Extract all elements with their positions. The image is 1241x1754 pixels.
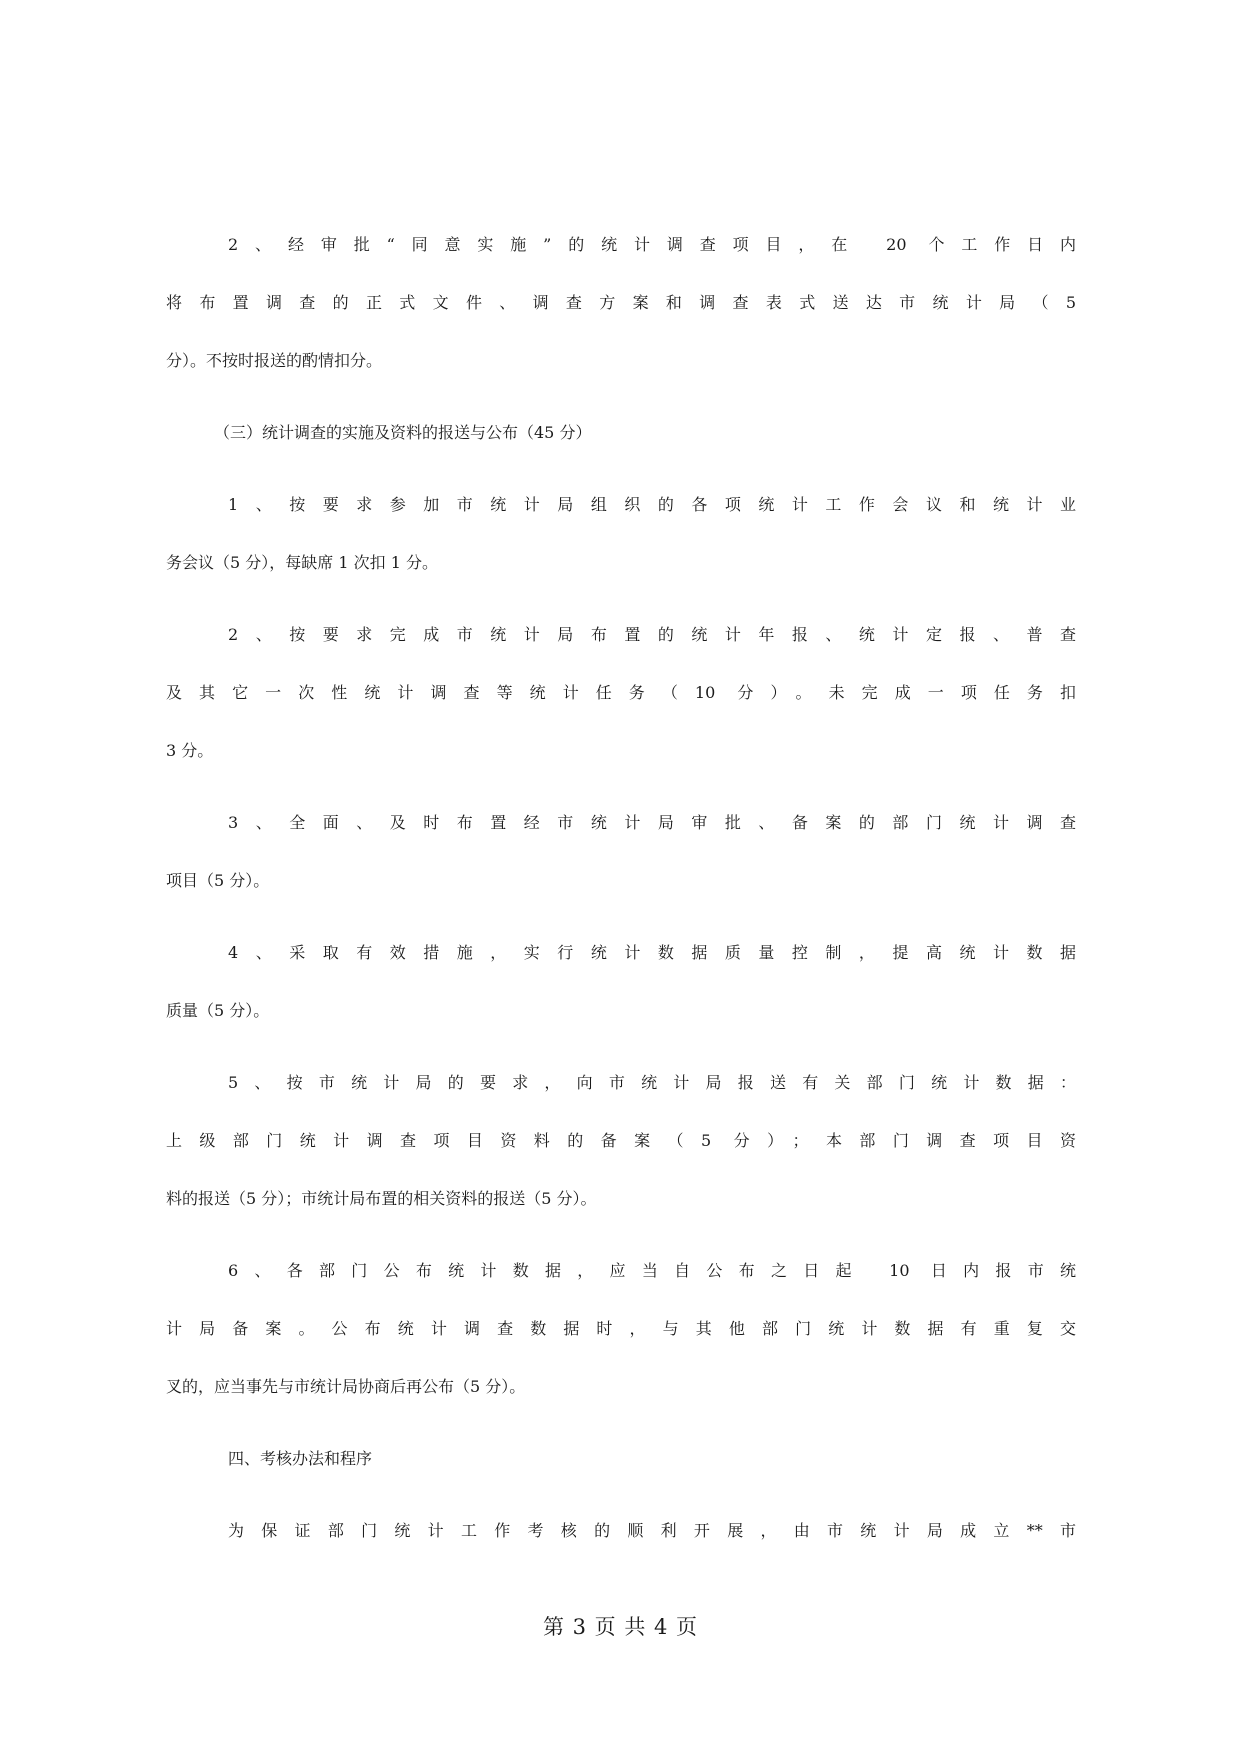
text-line: 3、全面、及时布置经市统计局审批、备案的部门统计调查 — [228, 813, 1076, 832]
text-line: 项目（5 分）。 — [166, 871, 270, 890]
text-line: 2、经审批“同意实施”的统计调查项目，在 20 个工作日内 — [228, 235, 1076, 254]
text-line: 6、各部门公布统计数据，应当自公布之日起 10 日内报市统 — [228, 1261, 1076, 1280]
paragraph-approved-items — [166, 232, 1076, 406]
text-line: 叉的，应当事先与市统计局协商后再公布（5 分）。 — [166, 1377, 526, 1396]
paragraph-data-reporting — [166, 1070, 1076, 1244]
text-line: 4、采取有效措施，实行统计数据质量控制，提高统计数据 — [228, 943, 1076, 962]
text-line: 务会议（5 分），每缺席 1 次扣 1 分。 — [166, 553, 438, 572]
text-line: 质量（5 分）。 — [166, 1001, 270, 1020]
text-line: 3 分。 — [166, 741, 214, 760]
text-line: 将布置调查的正式文件、调查方案和调查表式送达市统计局（5 — [166, 293, 1076, 312]
document-body — [166, 232, 1076, 1576]
paragraph-data-quality — [166, 940, 1076, 1056]
text-line: 为保证部门统计工作考核的顺利开展，由市统计局成立**市 — [228, 1521, 1076, 1540]
text-line: 及其它一次性统计调查等统计任务（10 分）。未完成一项任务扣 — [166, 683, 1076, 702]
text-line: 料的报送（5 分）；市统计局布置的相关资料的报送（5 分）。 — [166, 1189, 597, 1208]
text-line: 计局备案。公布统计调查数据时，与其他部门统计数据有重复交 — [166, 1319, 1076, 1338]
paragraph-statistical-tasks — [166, 622, 1076, 796]
text-line: 5、按市统计局的要求，向市统计局报送有关部门统计数据： — [228, 1073, 1076, 1092]
section-heading-assessment — [166, 1446, 1076, 1504]
text-line: 1、按要求参加市统计局组织的各项统计工作会议和统计业 — [228, 495, 1076, 514]
page-number-footer: 第 3 页 共 4 页 — [542, 1615, 699, 1639]
text-line: 上级部门统计调查项目资料的备案（5 分）；本部门调查项目资 — [166, 1131, 1076, 1150]
paragraph-survey-deployment — [166, 810, 1076, 926]
section-heading-implementation — [166, 420, 1076, 478]
text-line: 四、考核办法和程序 — [228, 1449, 373, 1468]
text-line: （三）统计调查的实施及资料的报送与公布（45 分） — [214, 423, 592, 442]
paragraph-data-publication — [166, 1258, 1076, 1432]
paragraph-meeting-attendance — [166, 492, 1076, 608]
text-line: 分）。不按时报送的酌情扣分。 — [166, 351, 383, 370]
paragraph-assessment-intro — [166, 1518, 1076, 1576]
text-line: 2、按要求完成市统计局布置的统计年报、统计定报、普查 — [228, 625, 1076, 644]
